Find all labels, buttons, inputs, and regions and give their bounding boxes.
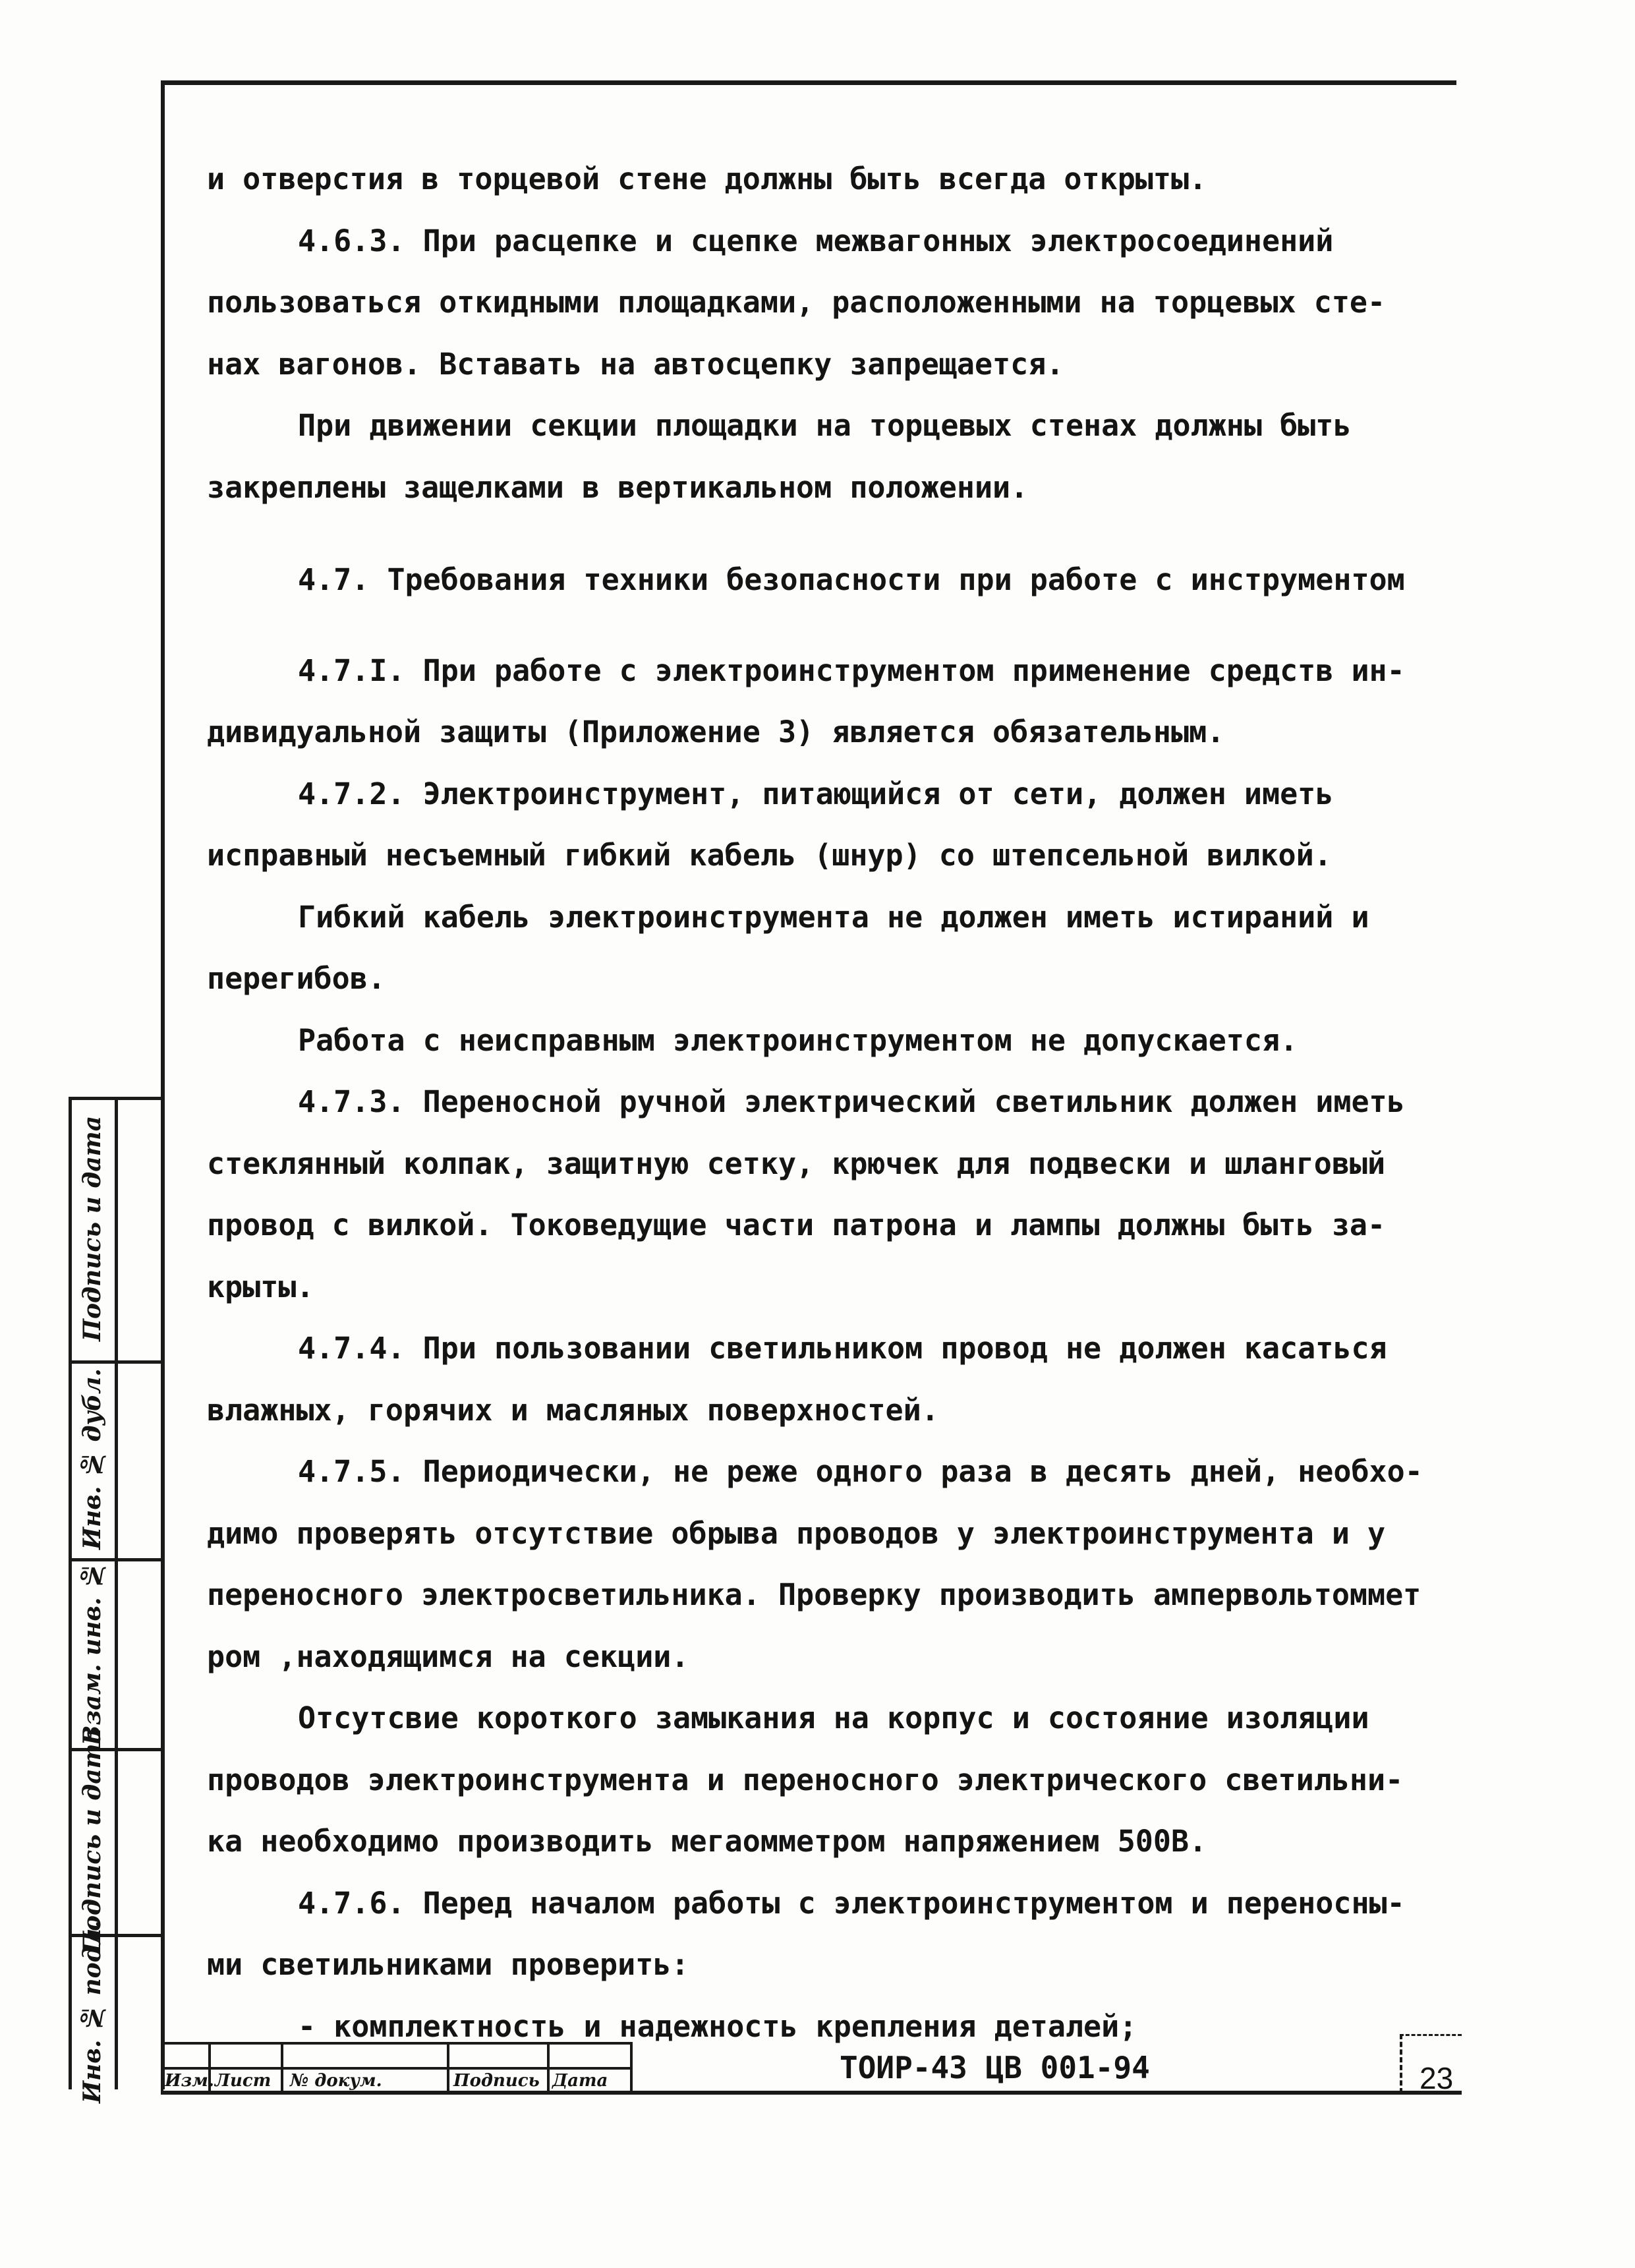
text-line: ми светильниками проверить: — [207, 1947, 689, 1982]
side-stamp-strip — [69, 1097, 161, 2103]
paragraph-start: Работа с неисправным электроинструментом не допускается. — [298, 1022, 1298, 1058]
document-number: ТОИР-43 ЦВ 001-94 — [840, 2050, 1150, 2085]
list-item: - комплектность и надежность крепления деталей; — [298, 2008, 1137, 2044]
text-line: исправный несъемный гибкий кабель (шнур) со штепсельной вилкой. — [207, 838, 1332, 873]
clause-4-6-3: 4.6.3. При расцепке и сцепке межвагонных электросоединений — [298, 223, 1334, 258]
frame-top-border — [161, 80, 1456, 85]
document-body — [207, 148, 1479, 2057]
clause-4-7-1: 4.7.I. При работе с электроинструментом применение средств ин- — [298, 653, 1405, 688]
text-line: ром ,находящимся на секции. — [207, 1639, 689, 1674]
side-label-dup-inv: Инв. № дубл. — [78, 1368, 106, 1550]
text-line: пользоваться откидными площадками, расположенными на торцевых сте- — [207, 285, 1386, 320]
col-change: Изм. — [165, 2071, 214, 2091]
text-line: закреплены защелками в вертикальном положении. — [207, 469, 1029, 505]
text-line: ка необходимо производить мегаомметром напряжением 500В. — [207, 1824, 1207, 1859]
section-heading-4-7: 4.7. Требования техники безопасности при работе с инструментом — [298, 562, 1405, 597]
paragraph-start: Отсутсвие короткого замыкания на корпус и состояние изоляции — [298, 1701, 1369, 1735]
page-number: 23 — [1420, 2061, 1454, 2095]
side-label-signature-date: Подпись и дата — [78, 1115, 106, 1342]
clause-4-7-2: 4.7.2. Электроинструмент, питающийся от сети, должен иметь — [298, 776, 1334, 811]
col-signature: Подпись — [453, 2071, 540, 2091]
clause-4-7-6: 4.7.6. Перед началом работы с электроинструментом и переносны- — [298, 1885, 1405, 1921]
clause-4-7-5: 4.7.5. Периодически, не реже одного раза в десять дней, необхо- — [298, 1454, 1423, 1489]
text-line: переносного электросветильника. Проверку производить ампервольтоммет — [207, 1577, 1421, 1612]
text-line: димо проверять отсутствие обрыва проводов у электроинструмента и у — [207, 1515, 1386, 1551]
text-line: дивидуальной защиты (Приложение 3) является обязательным. — [207, 714, 1225, 749]
side-label-signature-date: Подпись и дата — [78, 1728, 106, 1954]
paragraph-start: Гибкий кабель электроинструмента не должен иметь истираний и — [298, 899, 1369, 935]
paragraph-start: При движении секции площадки на торцевых стенах должны быть — [298, 408, 1352, 443]
col-date: Дата — [552, 2071, 608, 2091]
text-line: нах вагонов. Вставать на автосцепку запрещается. — [207, 346, 1064, 382]
col-sheet: Лист — [215, 2071, 272, 2091]
col-doc-number: № докум. — [290, 2071, 382, 2091]
frame-left-border — [161, 80, 165, 2089]
text-line: проводов электроинструмента и переносного электрического светильни- — [207, 1762, 1404, 1797]
side-label-original-inv: Инв. № подл. — [78, 1920, 106, 2103]
text-line: провод с вилкой. Токоведущие части патрона и лампы должны быть за- — [207, 1207, 1386, 1242]
title-block — [161, 2042, 1462, 2093]
text-line: влажных, горячих и масляных поверхностей. — [207, 1392, 939, 1428]
clause-4-7-4: 4.7.4. При пользовании светильником провод не должен касаться — [298, 1331, 1387, 1366]
clause-4-7-3: 4.7.3. Переносной ручной электрический светильник должен иметь — [298, 1084, 1405, 1119]
text-line: стеклянный колпак, защитную сетку, крючек для подвески и шланговый — [207, 1146, 1386, 1181]
side-label-replace-inv: Взам. инв. № — [78, 1561, 106, 1745]
text-line: крыты. — [207, 1269, 314, 1304]
text-line: перегибов. — [207, 961, 386, 996]
text-line: и отверстия в торцевой стене должны быть всегда открыты. — [207, 161, 1207, 196]
